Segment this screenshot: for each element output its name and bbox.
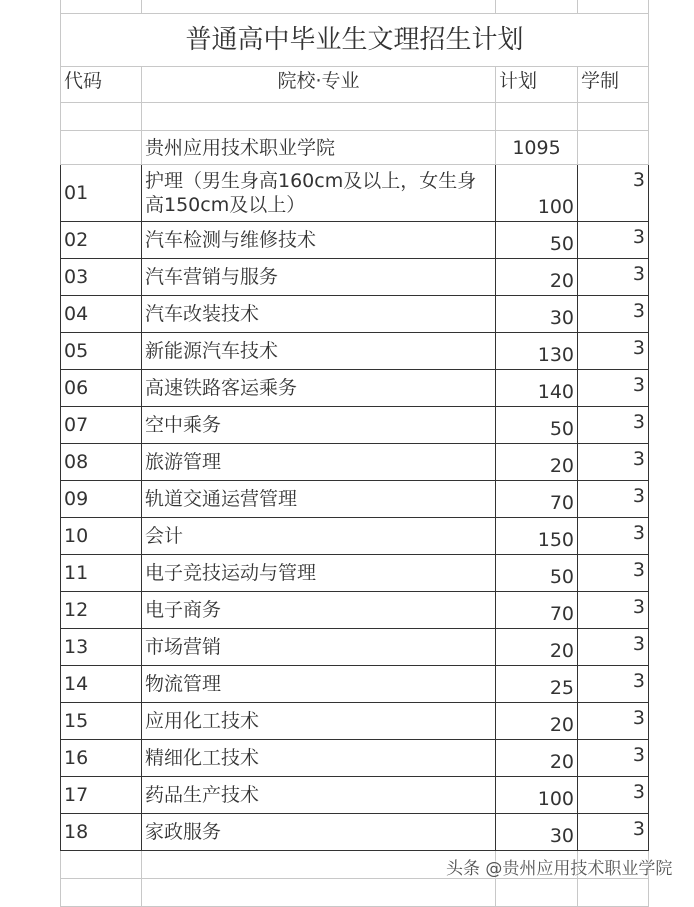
empty-row [61, 103, 649, 131]
cell-plan: 30 [496, 814, 578, 851]
cell-code: 17 [61, 777, 142, 814]
enrollment-plan-table [60, 0, 649, 907]
cell-plan: 30 [496, 296, 578, 333]
cell-major: 新能源汽车技术 [142, 333, 496, 370]
table-row [61, 259, 649, 296]
table-row [61, 333, 649, 370]
cell-plan: 100 [496, 165, 578, 222]
empty-row [61, 0, 649, 14]
cell-major: 电子竞技运动与管理 [142, 555, 496, 592]
cell-duration: 3 [578, 666, 649, 703]
cell-duration: 3 [578, 592, 649, 629]
table-row [61, 629, 649, 666]
cell-code: 03 [61, 259, 142, 296]
cell-code: 15 [61, 703, 142, 740]
cell-duration: 3 [578, 555, 649, 592]
cell-plan: 20 [496, 703, 578, 740]
cell-plan: 70 [496, 481, 578, 518]
header-code: 代码 [61, 67, 142, 103]
cell-duration: 3 [578, 222, 649, 259]
cell-major: 家政服务 [142, 814, 496, 851]
cell-code: 16 [61, 740, 142, 777]
cell-duration: 3 [578, 481, 649, 518]
cell-major: 护理（男生身高160cm及以上，女生身高150cm及以上） [142, 165, 496, 222]
table-row [61, 407, 649, 444]
cell-code: 11 [61, 555, 142, 592]
cell-plan: 140 [496, 370, 578, 407]
cell-plan: 20 [496, 740, 578, 777]
school-plan: 1095 [496, 131, 578, 165]
cell-plan: 50 [496, 222, 578, 259]
cell-duration: 3 [578, 296, 649, 333]
cell-major: 汽车改装技术 [142, 296, 496, 333]
table-row [61, 165, 649, 222]
cell-code: 05 [61, 333, 142, 370]
cell-major: 高速铁路客运乘务 [142, 370, 496, 407]
cell-major: 旅游管理 [142, 444, 496, 481]
cell-code: 07 [61, 407, 142, 444]
cell-code: 08 [61, 444, 142, 481]
cell-plan: 20 [496, 259, 578, 296]
cell-major: 汽车营销与服务 [142, 259, 496, 296]
table-row [61, 481, 649, 518]
cell-code: 12 [61, 592, 142, 629]
cell-plan: 20 [496, 629, 578, 666]
cell-duration: 3 [578, 814, 649, 851]
cell-major: 精细化工技术 [142, 740, 496, 777]
cell-major: 物流管理 [142, 666, 496, 703]
cell-plan: 100 [496, 777, 578, 814]
header-duration: 学制 [578, 67, 649, 103]
cell-plan: 50 [496, 555, 578, 592]
cell-major: 轨道交通运营管理 [142, 481, 496, 518]
cell-duration: 3 [578, 370, 649, 407]
school-row [61, 131, 649, 165]
cell-plan: 25 [496, 666, 578, 703]
table-row [61, 592, 649, 629]
cell-plan: 50 [496, 407, 578, 444]
cell-plan: 20 [496, 444, 578, 481]
school-name: 贵州应用技术职业学院 [142, 131, 496, 165]
cell-duration: 3 [578, 629, 649, 666]
cell-plan: 150 [496, 518, 578, 555]
cell-duration: 3 [578, 444, 649, 481]
table-row [61, 222, 649, 259]
header-row [61, 67, 649, 103]
cell-code: 18 [61, 814, 142, 851]
cell-code: 02 [61, 222, 142, 259]
table-row [61, 703, 649, 740]
watermark: 头条 @贵州应用技术职业学院 [446, 858, 673, 879]
cell-code: 09 [61, 481, 142, 518]
cell-plan: 70 [496, 592, 578, 629]
table-row [61, 666, 649, 703]
cell-duration: 3 [578, 777, 649, 814]
table-row [61, 555, 649, 592]
cell-major: 电子商务 [142, 592, 496, 629]
cell-duration: 3 [578, 259, 649, 296]
cell-duration: 3 [578, 703, 649, 740]
cell-code: 06 [61, 370, 142, 407]
cell-major: 应用化工技术 [142, 703, 496, 740]
cell-major: 汽车检测与维修技术 [142, 222, 496, 259]
cell-major: 市场营销 [142, 629, 496, 666]
cell-major: 会计 [142, 518, 496, 555]
table-row [61, 370, 649, 407]
cell-duration: 3 [578, 518, 649, 555]
cell-code: 01 [61, 165, 142, 222]
cell-major: 空中乘务 [142, 407, 496, 444]
cell-code: 13 [61, 629, 142, 666]
table-row [61, 296, 649, 333]
cell-plan: 130 [496, 333, 578, 370]
header-plan: 计划 [496, 67, 578, 103]
header-major: 院校·专业 [142, 67, 496, 103]
table-row [61, 518, 649, 555]
cell-duration: 3 [578, 333, 649, 370]
table-title: 普通高中毕业生文理招生计划 [61, 14, 649, 67]
cell-duration: 3 [578, 740, 649, 777]
cell-major: 药品生产技术 [142, 777, 496, 814]
table-row [61, 444, 649, 481]
cell-duration: 3 [578, 165, 649, 222]
cell-code: 10 [61, 518, 142, 555]
empty-row [61, 879, 649, 907]
cell-duration: 3 [578, 407, 649, 444]
table-row [61, 740, 649, 777]
table-row [61, 777, 649, 814]
cell-code: 04 [61, 296, 142, 333]
cell-code: 14 [61, 666, 142, 703]
